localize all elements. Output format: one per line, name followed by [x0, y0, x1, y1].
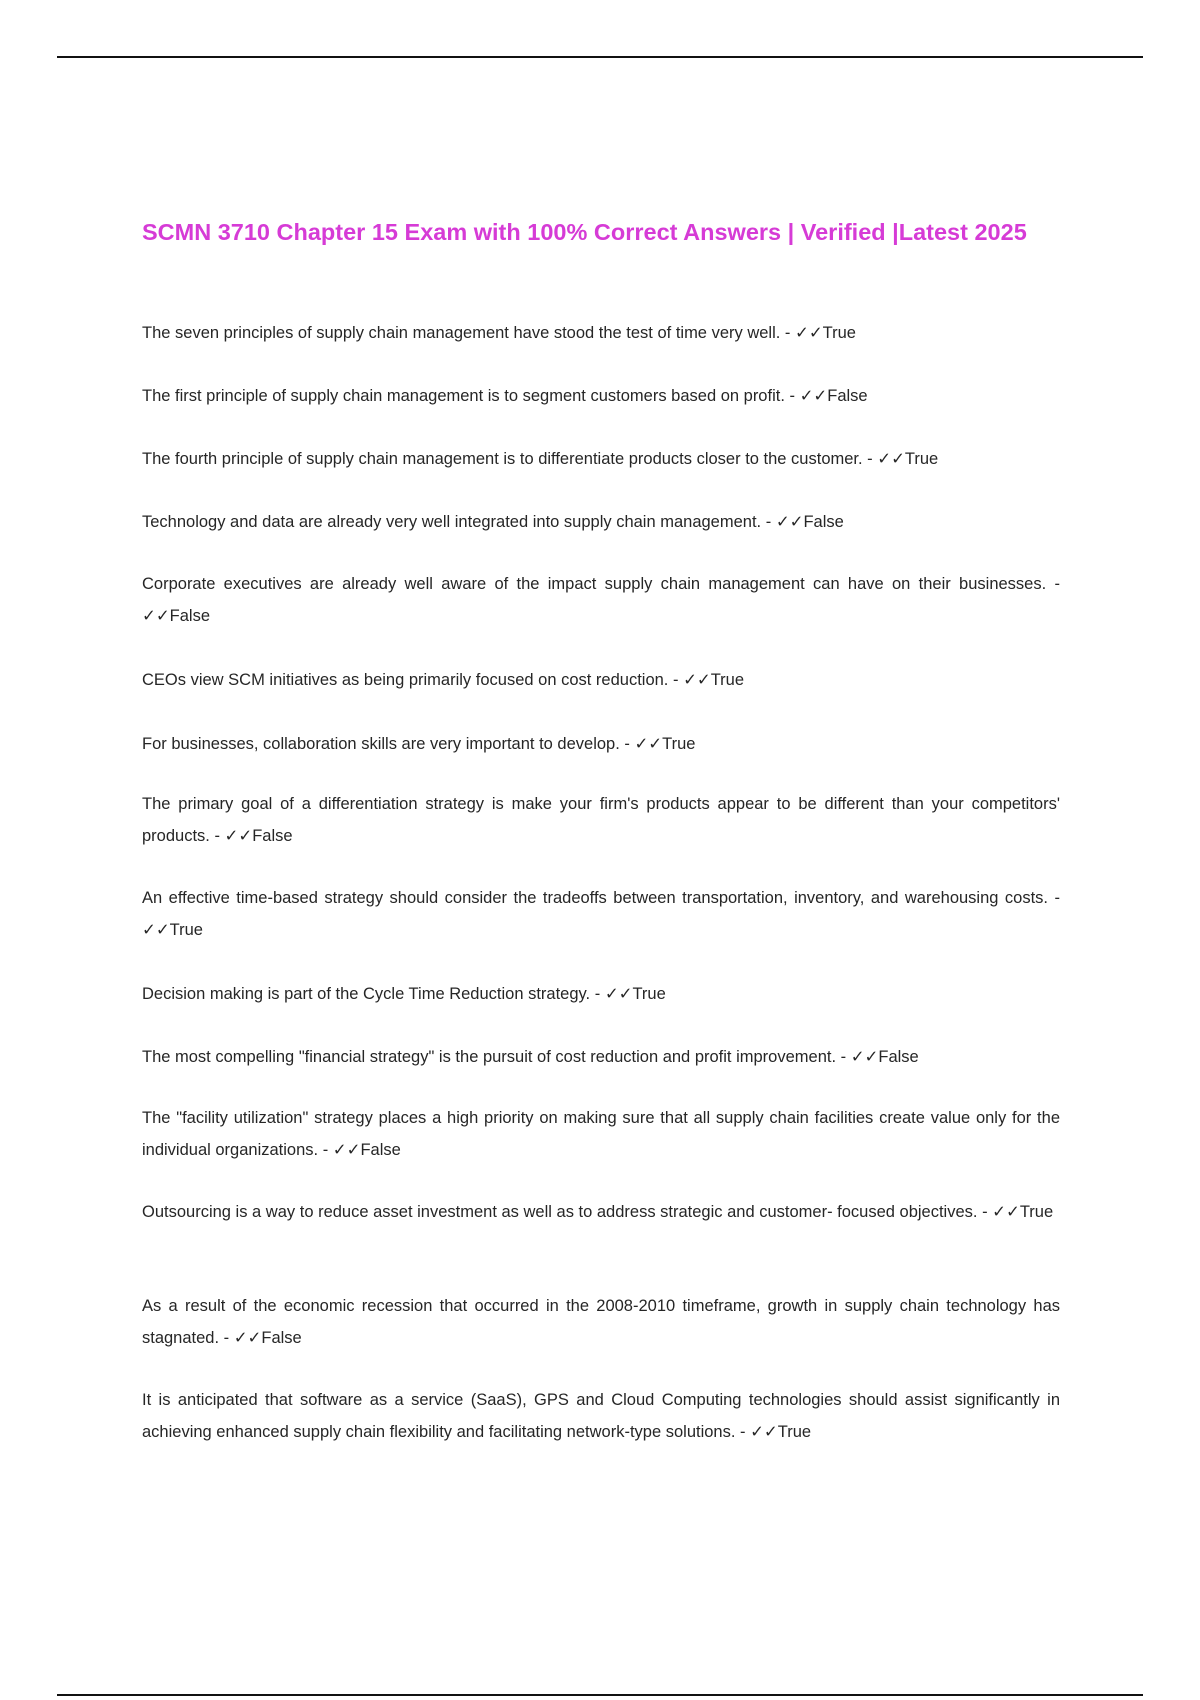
- answer: [851, 1048, 919, 1066]
- check-mark-icon: ✓✓: [634, 735, 663, 753]
- check-mark-icon: ✓✓: [775, 513, 804, 531]
- separator: -: [836, 1048, 851, 1066]
- answer: [605, 985, 666, 1003]
- answer-text: True: [904, 450, 939, 468]
- check-mark-icon: ✓✓: [795, 324, 823, 342]
- answer-text: True: [822, 324, 856, 342]
- answer-text: False: [169, 607, 211, 625]
- answer: [634, 735, 695, 753]
- qa-item: [142, 728, 1060, 760]
- separator: -: [735, 1423, 751, 1441]
- check-mark-icon: ✓✓: [332, 1141, 361, 1159]
- check-mark-icon: ✓✓: [799, 387, 828, 405]
- check-mark-icon: ✓✓: [224, 827, 253, 845]
- separator: -: [619, 735, 635, 753]
- answer-text: False: [252, 827, 293, 845]
- answer: [992, 1203, 1053, 1221]
- check-mark-icon: ✓✓: [233, 1329, 262, 1347]
- answer-text: False: [878, 1048, 919, 1066]
- separator: -: [1048, 889, 1060, 907]
- check-mark-icon: ✓✓: [604, 985, 633, 1003]
- question-text: Decision making is part of the Cycle Time Reduction strategy.: [142, 985, 591, 1003]
- answer-text: True: [777, 1423, 812, 1441]
- question-text: Technology and data are already very well integrated into supply chain management.: [142, 513, 762, 531]
- check-mark-icon: ✓✓: [850, 1048, 879, 1066]
- answer-text: True: [662, 735, 696, 753]
- check-mark-icon: ✓✓: [142, 607, 170, 625]
- answer-text: False: [261, 1329, 302, 1347]
- check-mark-icon: ✓✓: [683, 671, 711, 689]
- document-title: SCMN 3710 Chapter 15 Exam with 100% Correct Answers | Verified |Latest 2025: [142, 219, 1027, 245]
- separator: -: [668, 671, 684, 689]
- qa-item: [142, 1384, 1060, 1448]
- separator: -: [318, 1141, 333, 1159]
- answer-text: False: [827, 387, 868, 405]
- qa-item: [142, 1290, 1060, 1354]
- check-mark-icon: ✓✓: [750, 1423, 778, 1441]
- separator: -: [784, 387, 800, 405]
- question-text: The most compelling "financial strategy" is the pursuit of cost reduction and profit improvement.: [142, 1048, 837, 1066]
- question-text: The fourth principle of supply chain management is to differentiate products closer to the customer.: [142, 450, 863, 468]
- answer-text: False: [360, 1141, 401, 1159]
- check-mark-icon: ✓✓: [877, 450, 905, 468]
- separator: -: [862, 450, 878, 468]
- question-text: Corporate executives are already well aware of the impact supply chain management can have on their businesses.: [142, 575, 1047, 593]
- question-text: Outsourcing is a way to reduce asset investment as well as to address strategic and customer- focused objectives.: [142, 1203, 978, 1221]
- question-text: For businesses, collaboration skills are very important to develop.: [142, 735, 620, 753]
- qa-item: [142, 568, 1060, 632]
- qa-item: [142, 882, 1060, 946]
- qa-item: [142, 978, 1060, 1010]
- answer-text: True: [710, 671, 745, 689]
- qa-item: [142, 664, 1060, 696]
- separator: -: [780, 324, 796, 342]
- answer: [795, 324, 856, 342]
- answer: [333, 1141, 401, 1159]
- separator: -: [1046, 575, 1060, 593]
- question-text: The "facility utilization" strategy places a high priority on making sure that all supply chain facilities create value only for the individual organizations.: [142, 1109, 1060, 1159]
- answer: [683, 671, 744, 689]
- check-mark-icon: ✓✓: [992, 1203, 1020, 1221]
- question-text: The seven principles of supply chain management have stood the test of time very well.: [142, 324, 781, 342]
- answer: [800, 387, 868, 405]
- separator: -: [209, 827, 225, 845]
- answer-text: True: [632, 985, 666, 1003]
- question-text: As a result of the economic recession that occurred in the 2008-2010 timeframe, growth in supply chain technology has stagnated.: [142, 1297, 1060, 1347]
- question-text: The primary goal of a differentiation strategy is make your firm's products appear to be different than your competitors' products.: [142, 795, 1060, 845]
- qa-item: [142, 443, 1060, 475]
- qa-item: [142, 1102, 1060, 1166]
- separator: -: [590, 985, 605, 1003]
- qa-item: [142, 317, 1060, 349]
- separator: -: [977, 1203, 993, 1221]
- separator: -: [761, 513, 776, 531]
- question-text: CEOs view SCM initiatives as being primarily focused on cost reduction.: [142, 671, 669, 689]
- question-text: An effective time-based strategy should consider the tradeoffs between transportation, inventory, and warehousing costs.: [142, 889, 1049, 907]
- separator: -: [219, 1329, 234, 1347]
- top-rule: [57, 56, 1143, 58]
- answer-text: True: [169, 921, 203, 939]
- answer: [234, 1329, 302, 1347]
- answer: [225, 827, 293, 845]
- qa-item: [142, 506, 1060, 538]
- answer-text: False: [803, 513, 844, 531]
- answer-text: True: [1019, 1203, 1054, 1221]
- qa-item: [142, 1041, 1060, 1073]
- answer: [750, 1423, 811, 1441]
- check-mark-icon: ✓✓: [142, 921, 170, 939]
- qa-item: [142, 380, 1060, 412]
- bottom-rule: [57, 1694, 1143, 1696]
- answer: [142, 607, 210, 625]
- answer: [142, 921, 203, 939]
- answer: [776, 513, 844, 531]
- answer: [877, 450, 938, 468]
- question-text: The first principle of supply chain management is to segment customers based on profit.: [142, 387, 785, 405]
- qa-item: [142, 1196, 1060, 1228]
- document-body: [142, 212, 1060, 1441]
- question-text: It is anticipated that software as a service (SaaS), GPS and Cloud Computing technologies should assist significantly in achieving enhanced supply chain flexibility and facilitating network-type solutions.: [142, 1391, 1060, 1441]
- qa-item: [142, 788, 1060, 852]
